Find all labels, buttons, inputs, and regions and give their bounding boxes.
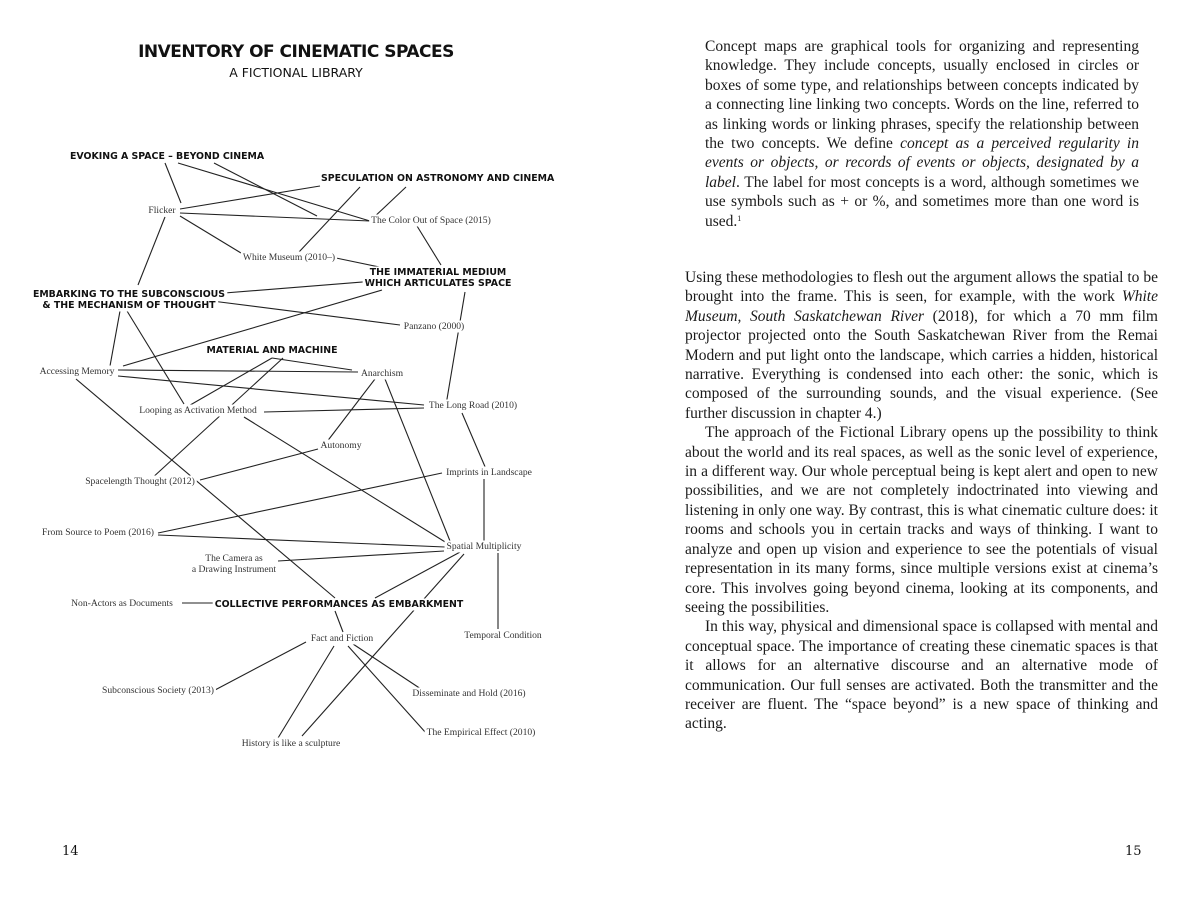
map-node-source — [40, 527, 156, 539]
map-heading-text-h3-1: THE IMMATERIAL MEDIUM — [369, 267, 507, 278]
map-connector-22 — [185, 358, 272, 408]
map-heading-text-h4-2: & THE MECHANISM OF THOUGHT — [42, 300, 216, 311]
map-connector-30 — [158, 473, 442, 533]
map-connector-8 — [299, 187, 360, 252]
paragraph-1-text-b: (2018), for which a 70 mm film projector projected onto the South Saskatchewan River from the Remai Modern and put light onto the landscape, which carries a hidden, historical narrative. Everything is condensed into each other: the sonic, which is composed of the surrounding sounds, and the visual experience. (See further discussion in chapter 4.) — [685, 307, 1158, 422]
map-connector-1 — [165, 163, 181, 203]
map-heading-text-h1-1: EVOKING A SPACE – BEYOND CINEMA — [70, 151, 265, 162]
map-node-text-subconscious-1: Subconscious Society (2013) — [102, 685, 214, 696]
map-connector-24 — [264, 408, 424, 412]
map-heading-text-h6-1: COLLECTIVE PERFORMANCES AS EMBARKMENT — [214, 599, 464, 610]
map-node-text-disseminate-1: Disseminate and Hold (2016) — [412, 688, 526, 699]
map-heading-h4 — [31, 289, 227, 312]
map-node-text-camera-2: a Drawing Instrument — [191, 564, 277, 575]
map-node-text-camera-1: The Camera as — [205, 553, 263, 564]
map-connector-23 — [150, 358, 283, 480]
map-node-looping — [137, 405, 259, 417]
map-connector-32 — [158, 535, 445, 547]
intro-italic: concept as a perceived regularity in events or objects, or records of events or objects, designated by a label — [705, 135, 1139, 191]
map-node-text-spacelength-1: Spacelength Thought (2012) — [85, 476, 195, 487]
map-connector-6 — [180, 216, 241, 253]
map-heading-h1 — [68, 151, 267, 163]
map-node-temporal — [462, 630, 544, 642]
map-node-text-white-1: White Museum (2010–) — [242, 252, 336, 263]
map-node-text-source-1: From Source to Poem (2016) — [42, 527, 154, 538]
map-connector-13 — [212, 301, 400, 325]
map-node-text-panzano-1: Panzano (2000) — [403, 321, 465, 332]
right-page — [600, 0, 1200, 900]
map-node-text-looping-1: Looping as Activation Method — [139, 405, 257, 416]
map-node-camera — [190, 553, 279, 576]
map-node-imprints — [444, 467, 534, 479]
map-node-color — [369, 215, 493, 227]
map-subtitle: A FICTIONAL LIBRARY — [229, 65, 363, 80]
map-node-white — [241, 252, 337, 264]
map-heading-text-h3-2: WHICH ARTICULATES SPACE — [364, 278, 512, 289]
map-connector-29 — [462, 413, 486, 469]
map-node-anarchism — [359, 368, 406, 380]
main-text — [685, 268, 1158, 734]
map-heading-text-h5-1: MATERIAL AND MACHINE — [206, 345, 338, 356]
map-connector-38 — [335, 611, 343, 632]
map-connector-36 — [302, 554, 464, 736]
map-node-panzano — [402, 321, 466, 333]
paragraph-1-text-a: Using these methodologies to flesh out the argument allows the spatial to be brought into the frame. This is seen, for example, with the work — [685, 269, 1158, 306]
map-connector-21 — [272, 358, 352, 370]
map-node-text-fact-1: Fact and Fiction — [310, 633, 374, 644]
map-connector-10 — [417, 226, 441, 265]
map-node-text-anarchism-1: Anarchism — [360, 368, 404, 379]
map-heading-h3 — [363, 267, 514, 290]
map-connector-39 — [215, 642, 306, 690]
map-node-history — [240, 738, 343, 750]
map-connector-2 — [178, 163, 370, 221]
paragraph-3: In this way, physical and dimensional space is collapsed with mental and conceptual space. The importance of creating these cinematic spaces is that it allows for an alternative discourse and an alternative mode of communication. Our full senses are activated. Both the transmitter and the receiver are fluent. The “space beyond” is a new space of thinking and acting. — [685, 618, 1158, 733]
map-connector-26 — [326, 379, 375, 443]
paragraph-2: The approach of the Fictional Library opens up the possibility to think about the world and its real spaces, as well as the sonic level of experience, in a different way. Our whole perceptual being is kept alert and open to new possibilities, and we are not completely indoctrinated into viewing and listening in only one way. By contrast, this is what cinematic culture does: it rooms and schools you in certain tracks and ways of thinking. I want to analyze and open up vision and experience to see the potentials of visual representation in its many forms, since multiple versions exist at cinema’s core. This involves going beyond cinema, looking at its components, and seeing the possibilities. — [685, 424, 1158, 616]
map-node-text-temporal-1: Temporal Condition — [464, 630, 542, 641]
intro-text-2: . The label for most concepts is a word, although sometimes we use symbols such as + or %, and sometimes more than one word is used. — [705, 173, 1139, 230]
map-node-autonomy — [318, 440, 363, 452]
map-connector-25 — [244, 417, 450, 545]
map-connector-12 — [212, 280, 388, 294]
map-node-text-empirical-1: The Empirical Effect (2010) — [426, 727, 536, 738]
map-connector-5 — [180, 213, 370, 221]
map-edges — [76, 163, 498, 738]
map-connector-17 — [110, 311, 120, 366]
map-node-fact — [309, 633, 376, 645]
map-node-subconscious — [100, 685, 216, 697]
map-title: INVENTORY OF CINEMATIC SPACES — [138, 42, 454, 62]
map-heading-text-h4-1: EMBARKING TO THE SUBCONSCIOUS — [32, 289, 226, 300]
map-node-text-spatial-1: Spatial Multiplicity — [446, 541, 522, 552]
map-node-memory — [38, 366, 117, 378]
map-connector-35 — [375, 551, 462, 598]
map-node-text-flicker-1: Flicker — [148, 205, 176, 216]
map-node-longroad — [427, 400, 519, 412]
map-connector-16 — [127, 311, 184, 404]
map-heading-text-h2-1: SPECULATION ON ASTRONOMY AND CINEMA — [321, 173, 555, 184]
page-number-left: 14 — [62, 844, 79, 859]
map-heading-h2 — [319, 173, 557, 185]
map-node-spatial — [445, 541, 524, 553]
map-node-text-longroad-1: The Long Road (2010) — [428, 400, 518, 411]
paragraph-1 — [685, 268, 1158, 423]
map-connector-42 — [278, 646, 334, 738]
map-heading-h6 — [213, 599, 466, 611]
map-node-text-history-1: History is like a sculpture — [241, 738, 341, 749]
page-number-right: 15 — [1125, 844, 1142, 859]
map-heading-h5 — [204, 345, 339, 357]
map-connector-33 — [278, 551, 444, 561]
map-node-spacelength — [83, 476, 197, 488]
map-node-text-memory-1: Accessing Memory — [39, 366, 115, 377]
footnote-marker[interactable]: 1 — [737, 213, 742, 223]
map-connector-28 — [200, 449, 318, 480]
map-connector-15 — [446, 292, 465, 405]
map-node-nonactors — [69, 598, 175, 610]
map-connector-4 — [180, 186, 320, 209]
map-node-flicker — [146, 205, 178, 217]
map-node-empirical — [425, 727, 538, 739]
map-connector-7 — [138, 217, 165, 285]
map-node-disseminate — [410, 688, 527, 700]
map-node-text-color-1: The Color Out of Space (2015) — [371, 215, 491, 226]
map-node-text-imprints-1: Imprints in Landscape — [446, 467, 532, 478]
intro-text-1: Concept maps are graphical tools for organizing and representing knowledge. They include concepts, usually enclosed in circles or boxes of some type, and relationships between concepts indicated by a connecting line linking two concepts. Words on the line, referred to as linking words or linking phrases, specify the relationship between the two concepts. We define — [705, 38, 1139, 153]
map-connector-19 — [118, 376, 424, 405]
map-connector-18 — [118, 370, 358, 372]
paragraph-1-italic: White Museum, South Saskatchewan River — [685, 288, 1158, 325]
intro-quote — [705, 37, 1139, 231]
map-node-text-nonactors-1: Non-Actors as Documents — [71, 598, 173, 609]
map-node-text-autonomy-1: Autonomy — [320, 440, 362, 451]
